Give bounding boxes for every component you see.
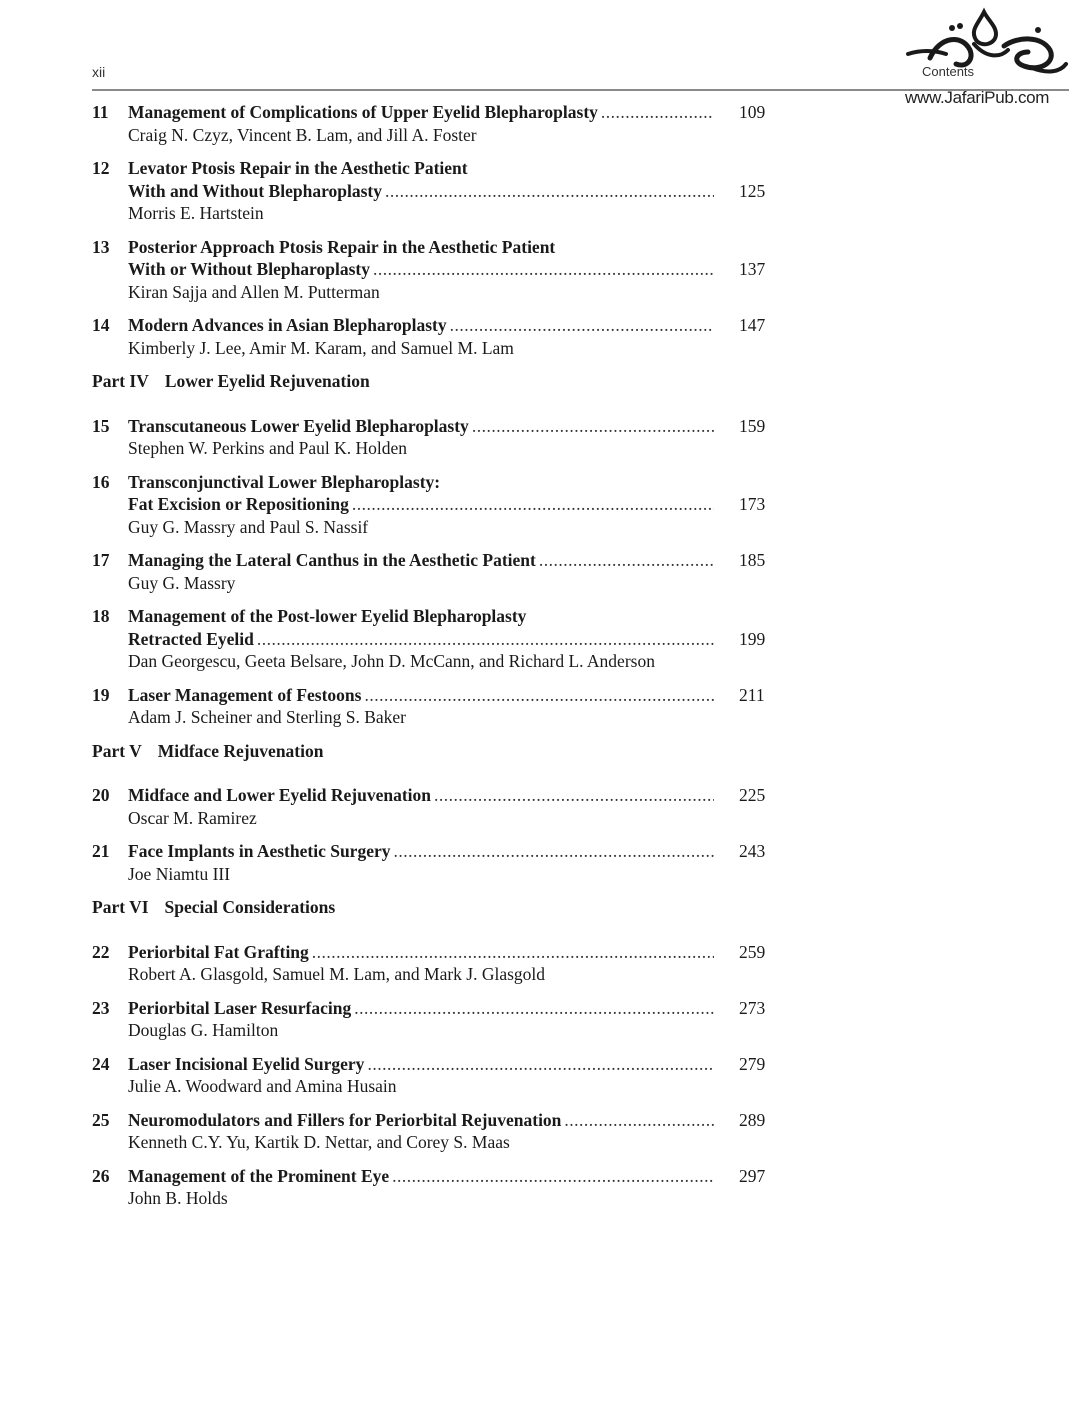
toc-entry [92, 157, 782, 225]
chapter-number: 24 [92, 1053, 110, 1074]
toc-entry-body [128, 157, 782, 225]
chapter-title: With and Without Blepharoplasty [128, 180, 382, 201]
toc-entry [92, 605, 782, 673]
dot-leader [367, 1053, 714, 1076]
chapter-page-number: 279 [739, 1053, 766, 1074]
dot-leader [373, 258, 714, 281]
publisher-logo [900, 6, 1070, 110]
chapter-title-line [128, 493, 714, 516]
chapter-title-line [128, 180, 714, 203]
chapter-page-number: 211 [739, 684, 765, 705]
chapter-title-line [128, 784, 714, 807]
chapter-authors: Craig N. Czyz, Vincent B. Lam, and Jill A. Foster [128, 124, 477, 145]
dot-leader [539, 549, 714, 572]
toc-entry [92, 415, 782, 460]
chapter-title: Management of the Prominent Eye [128, 1165, 390, 1186]
toc-entry-body [128, 941, 782, 986]
toc-entry-body [128, 471, 782, 539]
chapter-authors: Julie A. Woodward and Amina Husain [128, 1076, 397, 1096]
dot-leader [393, 840, 714, 863]
chapter-title-line [128, 258, 714, 281]
chapter-title: Periorbital Fat Grafting [128, 941, 309, 962]
chapter-number: 19 [92, 684, 110, 705]
chapter-authors: Dan Georgescu, Geeta Belsare, John D. McCann, and Richard L. Anderson [128, 651, 655, 671]
chapter-authors: John B. Holds [128, 1188, 228, 1208]
toc-entry-body [128, 1109, 782, 1154]
toc-entry [92, 684, 782, 729]
part-label: Part VI [92, 897, 149, 917]
chapter-title: Laser Management of Festoons [128, 684, 362, 705]
chapter-number: 17 [92, 550, 110, 570]
toc-entry [92, 1165, 782, 1210]
chapter-authors: Robert A. Glasgold, Samuel M. Lam, and Mark J. Glasgold [128, 964, 546, 984]
chapter-title: Midface and Lower Eyelid Rejuvenation [128, 785, 432, 805]
chapter-title-line [128, 684, 714, 707]
dot-leader [472, 415, 714, 438]
chapter-title-line [128, 314, 714, 337]
chapter-page-number: 273 [739, 997, 766, 1018]
chapter-title: Retracted Eyelid [128, 628, 254, 649]
chapter-authors: Adam J. Scheiner and Sterling S. Baker [128, 707, 407, 727]
table-of-contents [92, 101, 782, 1221]
chapter-title-line [128, 415, 714, 438]
chapter-title: Transcutaneous Lower Eyelid Blepharoplasty [128, 415, 469, 436]
dot-leader [601, 101, 714, 124]
chapter-page-number: 225 [739, 785, 766, 805]
dot-leader [450, 314, 714, 337]
dot-leader [564, 1109, 714, 1132]
chapter-authors: Guy G. Massry [128, 572, 236, 593]
chapter-number: 26 [92, 1165, 110, 1186]
chapter-number: 15 [92, 415, 110, 436]
chapter-page-number: 185 [739, 550, 766, 570]
publisher-url: www.JafariPub.com [905, 88, 1050, 107]
chapter-page-number: 173 [739, 494, 766, 514]
chapter-title-line [128, 1165, 714, 1188]
chapter-title: Modern Advances in Asian Blepharoplasty [128, 315, 447, 335]
chapter-title: Transconjunctival Lower Blepharoplasty: [128, 471, 441, 492]
chapter-page-number: 289 [739, 1109, 766, 1130]
chapter-page-number: 199 [739, 628, 766, 649]
toc-entry [92, 236, 782, 304]
chapter-title-line [128, 628, 714, 651]
chapter-authors: Kiran Sajja and Allen M. Putterman [128, 281, 380, 302]
chapter-authors: Stephen W. Perkins and Paul K. Holden [128, 438, 408, 458]
chapter-authors: Oscar M. Ramirez [128, 807, 257, 828]
chapter-title-line [128, 1109, 714, 1132]
chapter-title-line [128, 997, 714, 1020]
chapter-page-number: 259 [739, 941, 766, 962]
chapter-authors: Kimberly J. Lee, Amir M. Karam, and Samuel M. Lam [128, 337, 514, 358]
chapter-authors: Kenneth C.Y. Yu, Kartik D. Nettar, and Corey S. Maas [128, 1132, 510, 1152]
chapter-number: 25 [92, 1109, 110, 1130]
toc-entry-body [128, 997, 782, 1042]
chapter-number: 16 [92, 471, 110, 492]
toc-entry-body [128, 684, 782, 729]
chapter-authors: Morris E. Hartstein [128, 203, 264, 223]
toc-entry-body [128, 840, 782, 885]
chapter-title: Laser Incisional Eyelid Surgery [128, 1053, 365, 1074]
chapter-page-number: 147 [739, 315, 766, 335]
part-label: Part V [92, 740, 142, 761]
toc-entry-body [128, 236, 782, 304]
chapter-authors: Douglas G. Hamilton [128, 1020, 279, 1040]
toc-entry-body [128, 1053, 782, 1098]
chapter-number: 18 [92, 606, 110, 626]
chapter-title: Posterior Approach Ptosis Repair in the Aesthetic Patient [128, 236, 556, 257]
toc-entry-body [128, 1165, 782, 1210]
chapter-title: Face Implants in Aesthetic Surgery [128, 841, 391, 861]
toc-entry [92, 314, 782, 359]
chapter-number: 12 [92, 158, 110, 178]
chapter-title: Managing the Lateral Canthus in the Aesthetic Patient [128, 550, 536, 570]
chapter-page-number: 297 [739, 1165, 766, 1186]
part-title: Lower Eyelid Rejuvenation [164, 371, 370, 391]
chapter-title-line [128, 549, 714, 572]
toc-entry [92, 1109, 782, 1154]
chapter-number: 14 [92, 315, 110, 335]
chapter-page-number: 243 [739, 841, 766, 861]
part-title: Midface Rejuvenation [157, 740, 324, 761]
dot-leader [312, 941, 714, 964]
chapter-title: Management of the Post-lower Eyelid Blepharoplasty [128, 606, 527, 626]
chapter-title-line [128, 941, 714, 964]
toc-entry-body [128, 415, 782, 460]
chapter-number: 22 [92, 941, 110, 962]
chapter-title-line [128, 840, 714, 863]
chapter-page-number: 159 [739, 415, 766, 436]
dot-leader [434, 784, 714, 807]
toc-entry [92, 471, 782, 539]
chapter-authors: Guy G. Massry and Paul S. Nassif [128, 516, 369, 537]
toc-entry-body [128, 314, 782, 359]
chapter-authors: Joe Niamtu III [128, 863, 231, 884]
chapter-title-line [128, 1053, 714, 1076]
chapter-title: With or Without Blepharoplasty [128, 259, 370, 279]
toc-entry [92, 840, 782, 885]
chapter-title: Neuromodulators and Fillers for Periorbital Rejuvenation [128, 1109, 562, 1130]
chapter-title: Levator Ptosis Repair in the Aesthetic Patient [128, 158, 468, 178]
chapter-number: 21 [92, 841, 110, 861]
dot-leader [352, 493, 714, 516]
chapter-number: 13 [92, 236, 110, 257]
toc-entry [92, 549, 782, 594]
toc-entry [92, 784, 782, 829]
toc-entry [92, 997, 782, 1042]
part-heading [92, 740, 782, 763]
part-label: Part IV [92, 371, 149, 391]
chapter-number: 11 [92, 102, 109, 122]
toc-entry [92, 941, 782, 986]
chapter-number: 23 [92, 997, 110, 1018]
chapter-title: Fat Excision or Repositioning [128, 494, 349, 514]
dot-leader [354, 997, 714, 1020]
dot-leader [392, 1165, 714, 1188]
toc-entry-body [128, 605, 782, 673]
part-heading [92, 896, 782, 919]
toc-entry-body [128, 549, 782, 594]
part-title: Special Considerations [164, 897, 336, 917]
chapter-title-line [128, 101, 714, 124]
calligraphy-logo-icon [900, 6, 1070, 86]
chapter-page-number: 137 [739, 259, 766, 279]
chapter-title: Periorbital Laser Resurfacing [128, 997, 352, 1018]
chapter-page-number: 125 [739, 180, 766, 201]
toc-entry-body [128, 784, 782, 829]
toc-entry [92, 1053, 782, 1098]
dot-leader [257, 628, 714, 651]
toc-entry-body [128, 101, 782, 146]
page-number: xii [92, 64, 106, 80]
toc-entry [92, 101, 782, 146]
chapter-title: Management of Complications of Upper Eyelid Blepharoplasty [128, 102, 598, 122]
dot-leader [385, 180, 714, 203]
chapter-page-number: 109 [739, 102, 766, 122]
chapter-number: 20 [92, 785, 110, 805]
running-head: Contents [922, 64, 975, 79]
dot-leader [364, 684, 714, 707]
part-heading [92, 370, 782, 393]
